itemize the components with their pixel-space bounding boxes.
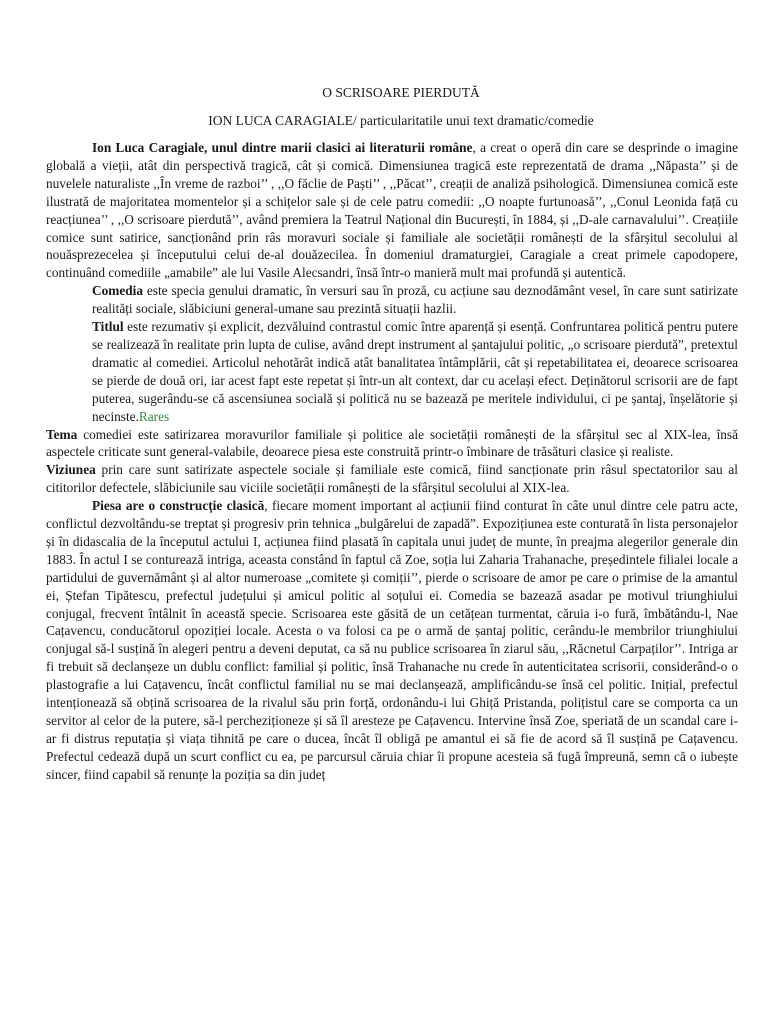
paragraph-comedia-bold: Comedia [92,283,143,299]
paragraph-titlul-text: este rezumativ și explicit, dezvăluind contrastul comic între aparență și esență. Confruntarea politică pentru putere se realizează în realitate prin lupta de culise, având drept instrument al șantajului politic, „o scrisoare pierdută”, pretextul dramatic al comediei. Articolul nehotărât indică atât banalitatea întâmplării, cât și repetabilitatea ei, deoarece scrisoarea se pierde de două ori, iar acest fapt este repetat și într-un alt context, dar cu același efect. Deținătorul scrisorii are de fapt puterea, sugerându-se că ascensiunea socială și politică nu se bazează pe meritele individului, ci pe șantaj, înșelătorie și necinste. [92,319,738,424]
annotation-rares: Rares [138,408,170,424]
paragraph-tema [46,426,738,462]
paragraph-viziunea [46,461,738,497]
paragraph-comedia [46,282,738,318]
paragraph-comedia-text: este specia genului dramatic, în versuri sau în proză, cu acțiune sau deznodământ vesel, în care sunt satirizate realități sociale, slăbiciuni general-umane sau prezintă situații hazlii. [92,283,738,317]
document-title: O SCRISOARE PIERDUTĂ [322,85,480,100]
paragraph-titlul-bold: Titlul [92,319,124,335]
paragraph-tema-text: comediei este satirizarea moravurilor familiale și politice ale societății românești de la sfârșitul sec al XIX-lea, însă aspectele criticate sunt general-valabile, deoarece piesa este construită printr-o îmbinare de trăsături clasice și realiste. [46,426,738,460]
paragraph-viziunea-bold: Viziunea [46,462,96,478]
paragraph-piesa-bold: Piesa are o construcție clasică [92,498,265,514]
paragraph-intro-bold: Ion Luca Caragiale, unul dintre marii clasici ai literaturii române [92,140,473,155]
paragraph-titlul [46,318,738,425]
paragraph-intro-text: , a creat o operă din care se desprinde o imagine globală a vieții, atât din perspectivă tragică, cât și comică. Dimensiunea tragică este reprezentată de drama ,,Năpasta’’ și de nuvelele naturaliste ,,În vreme de razboi’’ , ,,O făclie de Paști’’ , ,,Păcat’’, creații de analiză psihologică. Dimensiunea comică este ilustrată de majoritatea momentelor și a schițelor sale și de cele patru comedii: ,,O noapte furtunoasă’’, ,,Conul Leonida față cu reacțiunea’’ , ,,O scrisoare pierdută’’, având premiera la Teatrul Național din București, în 1884, și ,,D-ale carnavalului’’. Creațiile comice sunt satirice, sancționând prin râs moravuri sociale și familiale ale societății românești de la sfârșitul secolului al nouăsprezecelea și începutului celui de-al douăzecilea. În domeniul dramaturgiei, Caragiale a creat primele capodopere, continuând comediile „amabile” ale lui Vasile Alecsandri, însă într-o manieră mult mai profundă și autentică. [46,140,738,281]
paragraph-piesa [46,497,738,784]
paragraph-intro [46,139,738,282]
paragraph-piesa-text: , fiecare moment important al acțiunii fiind conturat în câte unul dintre cele patru acte, conflictul dezvoltându-se treptat și progresiv prin tehnica „bulgărelui de zapadă”. Expozițiunea este conturată în lista personajelor și în didascalia de la începutul actului I, acțiunea fiind plasată în capitala unui județ de munte, în preajma alegerilor generale din 1883. În actul I se conturează intriga, aceasta constând în faptul că Zoe, soția lui Zaharia Trahanache, președintele filialei locale a partidului de guvernământ și al altor numeroase „comitete și comiții’’, pierde o scrisoare de amor pe care o primise de la amantul ei, Ștefan Tipătescu, prefectul județului și amicul politic al soțului ei. Comedia se bazează asadar pe motivul triunghiului conjugal, frecvent întâlnit în această specie. Scrisoarea este găsită de un cetățean turmentat, căruia i-o fură, îmbătându-l, Nae Cațavencu, conducătorul opoziției locale. Acesta o va folosi ca pe o armă de șantaj politic, cerându-le membrilor triunghiului conjugal să-l susțină în alegeri pentru a deveni deputat, ca să nu publice scrisoarea în ziarul său, ,,Răcnetul Carpaților’’. Intriga ar fi trebuit să declanșeze un dublu conflict: familial și politic, însă Trahanache nu crede în autenticitatea scrisorii, considerând-o o plastografie a lui Cațavencu, încât conflictul familial nu se mai declanșează, amplificându-se însă cel politic. Inițial, prefectul intenționează să obțină scrisoarea de la rivalul său prin forță, ordonându-i lui Ghiță Pristanda, polițistul care se comporta ca un servitor al celor de la putere, să-l percheziționeze și să îl aresteze pe Cațavencu. Intervine însă Zoe, speriată de un scandal care i-ar fi distrus reputația și viața tihnită pe care o ducea, încât îl obligă pe amantul ei să fie de acord să îl susțină pe Cațavencu. Prefectul cedează după un scurt conflict cu ea, pe parcursul căruia chiar îi propune acesteia să fugă împreună, semn că o iubește sincer, fiind capabil să renunțe la poziția sa din județ [46,498,738,782]
paragraph-tema-bold: Tema [46,426,78,442]
document-subtitle: ION LUCA CARAGIALE/ particularitatile unui text dramatic/comedie [208,113,594,128]
paragraph-viziunea-text: prin care sunt satirizate aspectele sociale și familiale este comică, fiind sancționate prin râsul spectatorilor sau al cititorilor defectele, slăbiciunile sau viciile societății românești de la sfârșitul secolului al XIX-lea. [46,462,738,496]
